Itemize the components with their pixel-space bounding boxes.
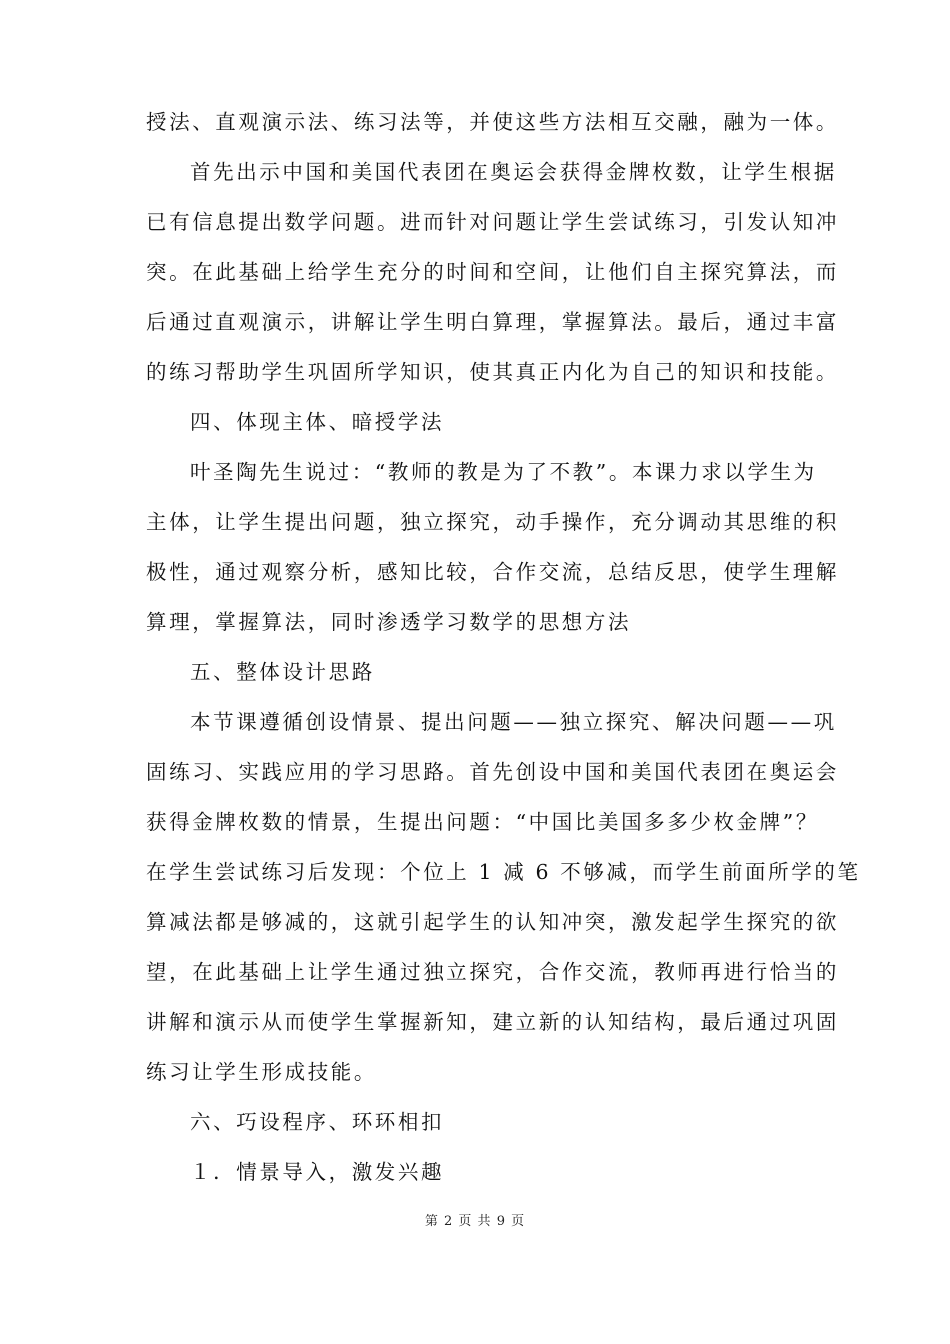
paragraph-line: 首先出示中国和美国代表团在奥运会获得金牌枚数，让学生根据 bbox=[190, 160, 837, 184]
section-heading: 四、体现主体、暗授学法 bbox=[190, 410, 445, 434]
paragraph-line: 的练习帮助学生巩固所学知识，使其真正内化为自己的知识和技能。 bbox=[146, 360, 839, 384]
page-footer: 第 2 页 共 9 页 bbox=[424, 1214, 526, 1229]
section-heading: 五、整体设计思路 bbox=[190, 660, 375, 684]
paragraph-line: 后通过直观演示，讲解让学生明白算理，掌握算法。最后，通过丰富 bbox=[146, 310, 839, 334]
paragraph-line: 算减法都是够减的，这就引起学生的认知冲突，激发起学生探究的欲 bbox=[146, 910, 839, 934]
subsection-heading: １．情景导入，激发兴趣 bbox=[190, 1160, 445, 1184]
paragraph-line: 获得金牌枚数的情景，生提出问题：“中国比美国多多少枚金牌”？ bbox=[146, 810, 819, 834]
paragraph-line: 本节课遵循创设情景、提出问题——独立探究、解决问题——巩 bbox=[190, 710, 837, 734]
paragraph-line: 极性，通过观察分析，感知比较，合作交流，总结反思，使学生理解 bbox=[146, 560, 839, 584]
paragraph-line: 讲解和演示从而使学生掌握新知，建立新的认知结构，最后通过巩固 bbox=[146, 1010, 839, 1034]
paragraph-line: 突。在此基础上给学生充分的时间和空间，让他们自主探究算法，而 bbox=[146, 260, 839, 284]
paragraph-line: 已有信息提出数学问题。进而针对问题让学生尝试练习，引发认知冲 bbox=[146, 210, 839, 234]
paragraph-line: 算理，掌握算法，同时渗透学习数学的思想方法 bbox=[146, 610, 632, 634]
paragraph-line: 望，在此基础上让学生通过独立探究，合作交流，教师再进行恰当的 bbox=[146, 960, 839, 984]
paragraph-line: 叶圣陶先生说过：“教师的教是为了不教”。本课力求以学生为 bbox=[190, 460, 817, 484]
paragraph-line: 授法、直观演示法、练习法等，并使这些方法相互交融，融为一体。 bbox=[146, 110, 839, 134]
paragraph-line: 固练习、实践应用的学习思路。首先创设中国和美国代表团在奥运会 bbox=[146, 760, 839, 784]
paragraph-line: 在学生尝试练习后发现：个位上 1 减 6 不够减，而学生前面所学的笔 bbox=[146, 860, 861, 884]
paragraph-line: 练习让学生形成技能。 bbox=[146, 1060, 377, 1084]
section-heading: 六、巧设程序、环环相扣 bbox=[190, 1110, 445, 1134]
paragraph-line: 主体，让学生提出问题，独立探究，动手操作，充分调动其思维的积 bbox=[146, 510, 839, 534]
